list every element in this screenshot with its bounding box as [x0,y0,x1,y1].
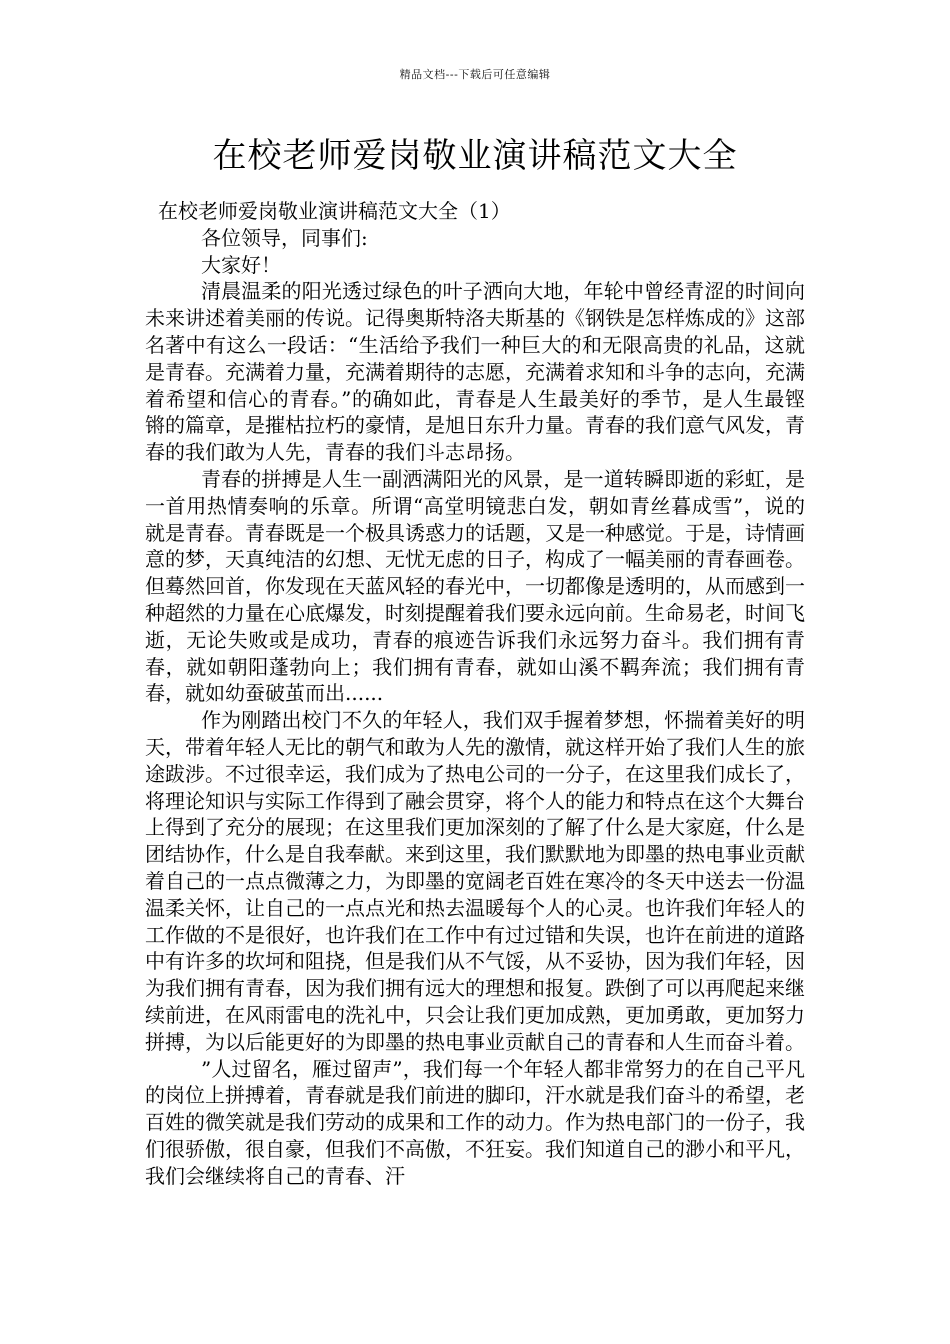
document-title: 在校老师爱岗敬业演讲稿范文大全 [212,136,738,176]
section-title: 在校老师爱岗敬业演讲稿范文大全（1） [158,199,511,223]
paragraph: 青春的拼搏是人生一副洒满阳光的风景，是一道转瞬即逝的彩虹，是一首用热情奏响的乐章。所谓“高堂明镜悲白发，朝如青丝暮成雪”，说的就是青春。青春既是一个极具诱惑力的话题，又是一种感觉。于是，诗情画意的梦，天真纯洁的幻想、无忧无虑的日子，构成了一幅美丽的青春画卷。但蓦然回首，你发现在天蓝风轻的春光中，一切都像是透明的，从而感到一种超然的力量在心底爆发，时刻提醒着我们要永远向前。生命易老，时间飞逝，无论失败或是成功，青春的痕迹告诉我们永远努力奋斗。我们拥有青春，就如朝阳蓬勃向上；我们拥有青春，就如山溪不羁奔流；我们拥有青春，就如幼蚕破茧而出...... [145,466,805,706]
greeting-line: 大家好！ [201,252,281,277]
header-note: 精品文档---下载后可任意编辑 [399,68,551,81]
document-body [145,198,805,1189]
paragraph: ”人过留名，雁过留声”，我们每一个年轻人都非常努力的在自己平凡的岗位上拼搏着，青春就是我们前进的脚印，汗水就是我们奋斗的希望，老百姓的微笑就是我们劳动的成果和工作的动力。作为热电部门的一份子，我们很骄傲，很自豪，但我们不高傲，不狂妄。我们知道自己的渺小和平凡，我们会继续将自己的青春、汗 [145,1056,805,1188]
paragraph: 清晨温柔的阳光透过绿色的叶子洒向大地，年轮中曾经青涩的时间向未来讲述着美丽的传说。记得奥斯特洛夫斯基的《钢铁是怎样炼成的》这部名著中有这么一段话：“生活给予我们一种巨大的和无限高贵的礼品，这就是青春。充满着力量，充满着期待的志愿，充满着求知和斗争的志向，充满着希望和信心的青春。”的确如此，青春是人生最美好的季节，是人生最铿锵的篇章，是摧枯拉朽的豪情，是旭日东升力量。青春的我们意气风发，青春的我们敢为人先，青春的我们斗志昂扬。 [145,279,805,465]
salutation-line: 各位领导，同事们: [201,225,368,250]
paragraph: 作为刚踏出校门不久的年轻人，我们双手握着梦想，怀揣着美好的明天，带着年轻人无比的朝气和敢为人先的激情，就这样开始了我们人生的旅途跋涉。不过很幸运，我们成为了热电公司的一分子，在这里我们成长了，将理论知识与实际工作得到了融会贯穿，将个人的能力和特点在这个大舞台上得到了充分的展现；在这里我们更加深刻的了解了什么是大家庭，什么是团结协作，什么是自我奉献。来到这里，我们默默地为即墨的热电事业贡献着自己的一点点微薄之力，为即墨的宽阔老百姓在寒冷的冬天中送去一份温温柔关怀，让自己的一点点光和热去温暖每个人的心灵。也许我们年轻人的工作做的不是很好，也许我们在工作中有过过错和失误，也许在前进的道路中有许多的坎坷和阻挠，但是我们从不气馁，从不妥协，因为我们年轻，因为我们拥有青春，因为我们拥有远大的理想和报复。跌倒了可以再爬起来继续前进，在风雨雷电的洗礼中，只会让我们更加成熟，更加勇敢，更加努力拼搏，为以后能更好的为即墨的热电事业贡献自己的青春和人生而奋斗着。 [145,708,805,1054]
